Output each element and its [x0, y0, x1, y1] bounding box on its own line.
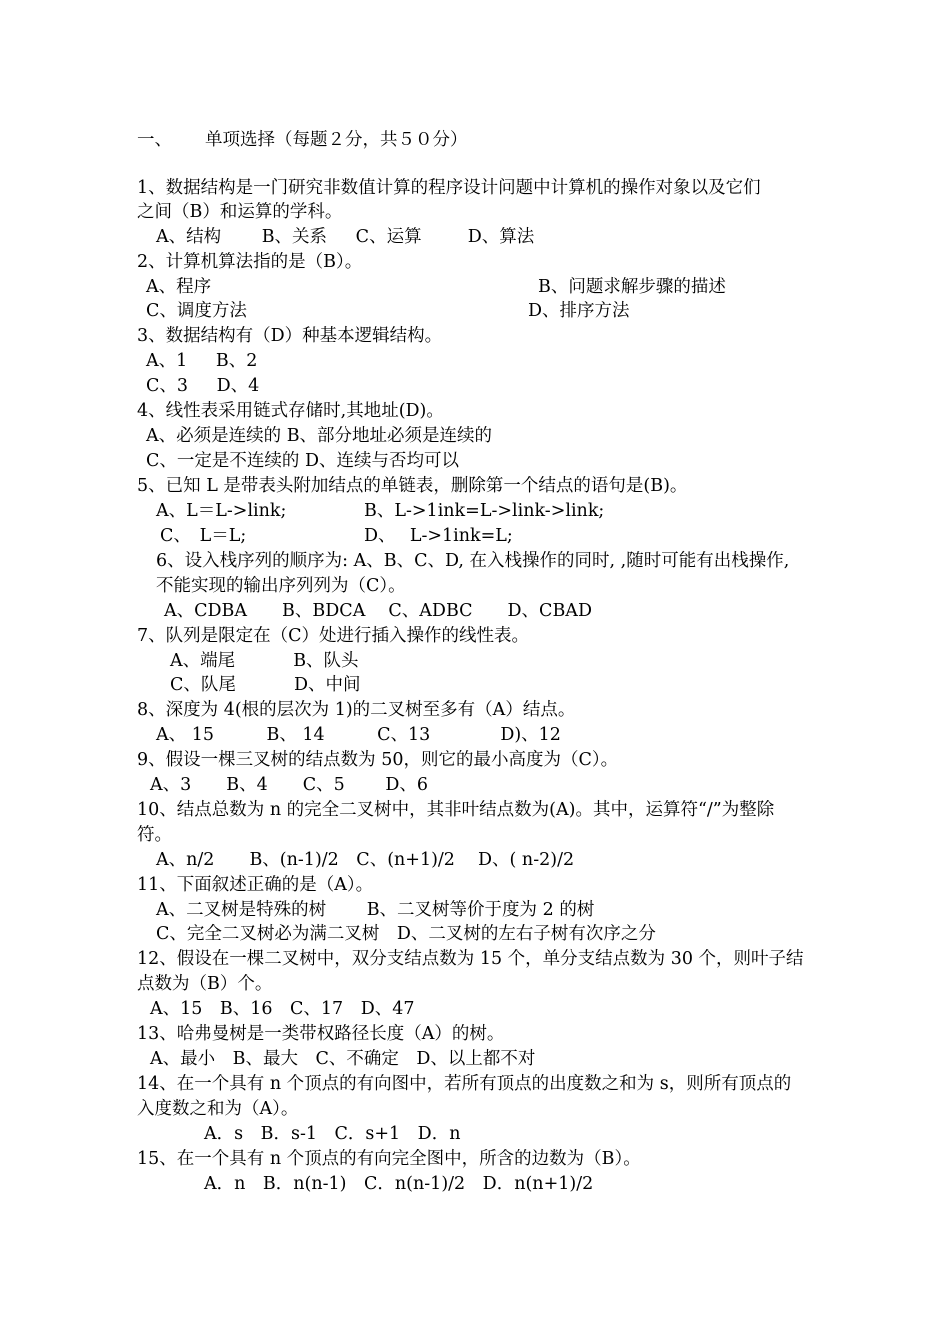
question-7-text: 7、队列是限定在（C）处进行插入操作的线性表。 — [137, 626, 530, 646]
question-5-option-a: A、L＝L->link; — [156, 501, 287, 521]
question-14-line-1: 14、在一个具有 n 个顶点的有向图中，若所有顶点的出度数之和为 s，则所有顶点的 — [137, 1074, 792, 1094]
question-15-options: A．n B．n(n-1) C．n(n-1)/2 D．n(n+1)/2 — [204, 1174, 594, 1194]
question-11-options-ab: A、二叉树是特殊的树 B、二叉树等价于度为 2 的树 — [156, 900, 595, 920]
question-6-line-1: 6、设入栈序列的顺序为: A、B、C、D, 在入栈操作的同时, ,随时可能有出栈操作, — [156, 551, 790, 571]
question-8-text: 8、深度为 4(根的层次为 1)的二叉树至多有（A）结点。 — [137, 700, 576, 720]
question-12-options: A、15 B、16 C、17 D、47 — [150, 999, 415, 1019]
question-4-text: 4、线性表采用链式存储时,其地址(D)。 — [137, 401, 444, 421]
question-4-options-cd: C、一定是不连续的 D、连续与否均可以 — [146, 451, 459, 471]
question-2-text: 2、计算机算法指的是（B）。 — [137, 252, 363, 272]
question-10-line-2: 符。 — [137, 825, 172, 845]
question-6-line-2: 不能实现的输出序列列为（C）。 — [156, 576, 406, 596]
question-14-line-2: 入度数之和为（A）。 — [137, 1099, 299, 1119]
question-9-text: 9、假设一棵三叉树的结点数为 50，则它的最小高度为（C）。 — [137, 750, 619, 770]
question-2-option-c: C、调度方法 — [146, 301, 247, 321]
question-7-options-cd: C、队尾 D、中间 — [170, 675, 361, 695]
question-13-text: 13、哈弗曼树是一类带权路径长度（A）的树。 — [137, 1024, 505, 1044]
question-1-line-1: 1、数据结构是一门研究非数值计算的程序设计问题中计算机的操作对象以及它们 — [137, 178, 761, 198]
question-2-option-b: B、问题求解步骤的描述 — [538, 277, 726, 297]
question-3-options-cd: C、3 D、4 — [146, 376, 260, 396]
question-11-text: 11、下面叙述正确的是（A）。 — [137, 875, 374, 895]
question-13-options: A、最小 B、最大 C、不确定 D、以上都不对 — [150, 1049, 536, 1069]
question-14-options: A．s B．s-1 C．s+1 D．n — [204, 1124, 461, 1144]
question-9-options: A、3 B、4 C、5 D、6 — [150, 775, 429, 795]
question-6-options: A、CDBA B、BDCA C、ADBC D、CBAD — [164, 601, 592, 621]
question-3-options-ab: A、1 B、2 — [146, 351, 258, 371]
question-5-option-d: D、 L->1ink=L; — [364, 526, 513, 546]
question-4-options-ab: A、必须是连续的 B、部分地址必须是连续的 — [146, 426, 493, 446]
question-2-option-a: A、程序 — [146, 277, 212, 297]
section-number: 一、 — [137, 130, 172, 150]
question-2-option-d: D、排序方法 — [528, 301, 630, 321]
question-15-text: 15、在一个具有 n 个顶点的有向完全图中，所含的边数为（B）。 — [137, 1149, 641, 1169]
question-7-options-ab: A、端尾 B、队头 — [170, 651, 359, 671]
question-1-line-2: 之间（B）和运算的学科。 — [137, 202, 343, 222]
question-12-line-2: 点数为（B）个。 — [137, 974, 273, 994]
section-title: 单项选择（每题２分，共５０分） — [205, 130, 468, 150]
question-8-options: A、 15 B、 14 C、13 D)、12 — [156, 725, 561, 745]
question-5-text: 5、已知 L 是带表头附加结点的单链表，删除第一个结点的语句是(B)。 — [137, 476, 688, 496]
question-10-line-1: 10、结点总数为 n 的完全二叉树中，其非叶结点数为(A)。其中，运算符“/”为整除 — [137, 800, 775, 820]
question-10-options: A、n/2 B、(n-1)/2 C、(n+1)/2 D、( n-2)/2 — [156, 850, 575, 870]
question-3-text: 3、数据结构有（D）种基本逻辑结构。 — [137, 326, 443, 346]
question-11-options-cd: C、完全二叉树必为满二叉树 D、二叉树的左右子树有次序之分 — [156, 924, 656, 944]
question-5-option-c: C、 L＝L; — [160, 526, 247, 546]
question-12-line-1: 12、假设在一棵二叉树中，双分支结点数为 15 个，单分支结点数为 30 个，则叶子结 — [137, 949, 804, 969]
question-1-options: A、结构 B、关系 C、运算 D、算法 — [156, 227, 535, 247]
question-5-option-b: B、L->1ink=L->link->link; — [364, 501, 605, 521]
